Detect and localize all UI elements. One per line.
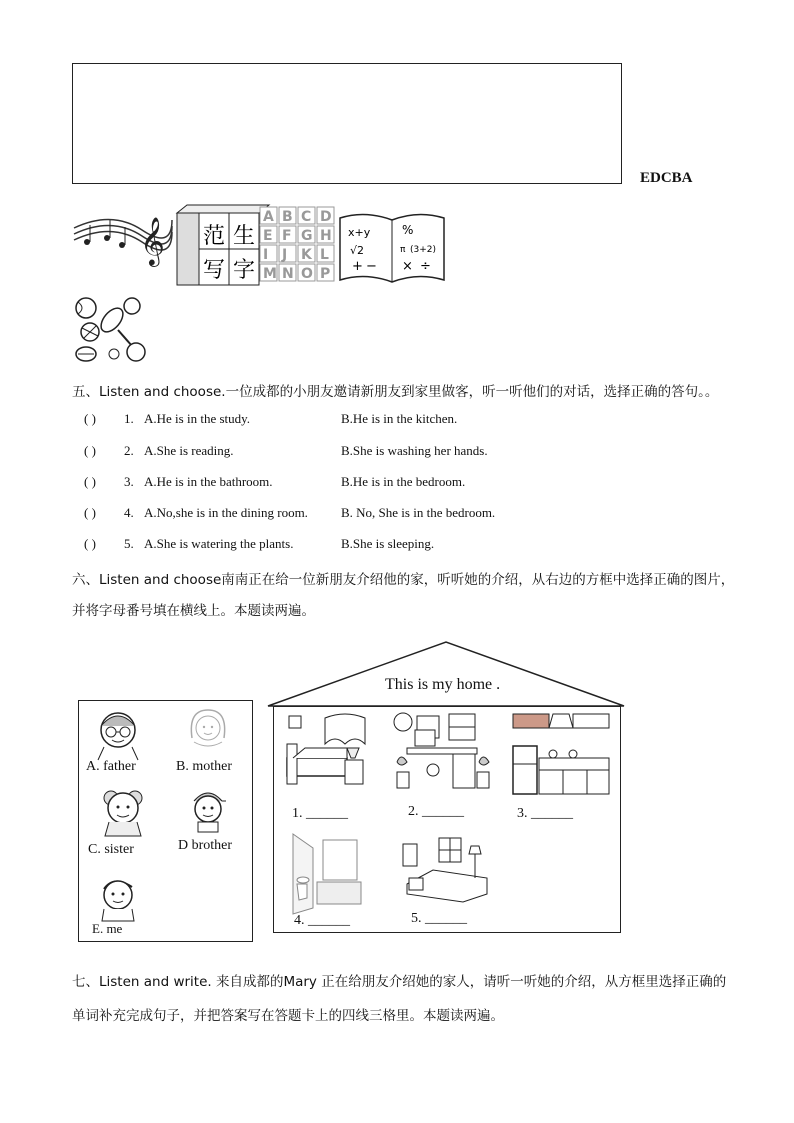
bedroom-icon <box>287 714 365 784</box>
answer-paren[interactable]: ( ) <box>84 411 96 426</box>
section7-heading-line2: 单词补充完成句子，并把答案写在答题卡上的四线三格里。本题读两遍。 <box>72 1008 504 1024</box>
letter-blocks-icon <box>260 207 334 282</box>
letter-block-char: E <box>263 228 273 244</box>
letter-block-char: I <box>263 247 269 263</box>
answer-paren[interactable]: ( ) <box>84 536 96 551</box>
letter-block-char: L <box>320 247 329 263</box>
cube-char-2: 生 <box>233 224 256 249</box>
section5-heading: 五、Listen and choose.一位成都的小朋友邀请新朋友到家里做客，听一听他们的对话，选择正确的答句。。 <box>72 384 719 400</box>
letter-block-char: D <box>320 209 332 225</box>
father-icon <box>98 713 138 760</box>
letter-block-char: O <box>301 266 313 282</box>
svg-text:+: + <box>352 259 363 274</box>
family-portraits <box>78 700 251 940</box>
answer-key: EDCBA <box>640 170 693 186</box>
sticker-row <box>72 200 452 290</box>
svg-text:x+y: x+y <box>348 226 371 239</box>
family-label-mother: B. mother <box>176 759 232 774</box>
answer-box <box>72 63 622 184</box>
cube-char-3: 写 <box>203 258 226 283</box>
svg-text:−: − <box>366 259 377 274</box>
math-book-icon <box>340 214 444 282</box>
section6-heading-line2: 并将字母番号填在横线上。本题读两遍。 <box>72 603 315 619</box>
letter-block-char: A <box>263 209 274 225</box>
option-a: A.He is in the study. <box>144 411 251 426</box>
letter-block-char: F <box>282 228 292 244</box>
answer-paren[interactable]: ( ) <box>84 443 96 458</box>
svg-text:√2: √2 <box>350 244 365 257</box>
study-room-icon <box>394 713 489 788</box>
option-b: B.He is in the bedroom. <box>341 474 466 489</box>
family-label-brother: D brother <box>178 838 233 853</box>
svg-text:𝄞: 𝄞 <box>140 216 165 265</box>
blank-3[interactable]: 3. ______ <box>517 806 573 821</box>
answer-paren[interactable]: ( ) <box>84 505 96 520</box>
option-a: A.He is in the bathroom. <box>144 474 273 489</box>
option-a: A.She is watering the plants. <box>144 536 294 551</box>
option-a: A.No,she is in the dining room. <box>144 505 308 520</box>
question-item: ( ) 1. A.He is in the study. B.He is in the kitchen. <box>84 411 458 426</box>
question-item: ( ) 4. A.No,she is in the dining room. B. No, She is in the bedroom. <box>84 505 496 520</box>
svg-text:(3+2): (3+2) <box>410 245 437 255</box>
cube-char-4: 字 <box>233 258 256 283</box>
question-item: ( ) 3. A.He is in the bathroom. B.He is in the bedroom. <box>84 474 466 489</box>
option-b: B.He is in the kitchen. <box>341 411 458 426</box>
blank-4[interactable]: 4. ______ <box>294 913 350 928</box>
blank-5[interactable]: 5. ______ <box>411 911 467 926</box>
svg-text:×: × <box>402 259 413 274</box>
letter-block-char: P <box>320 266 331 282</box>
calligraphy-cube-icon <box>177 205 269 285</box>
living-room-icon <box>403 838 487 902</box>
svg-text:÷: ÷ <box>420 259 431 274</box>
blank-1[interactable]: 1. ______ <box>292 806 348 821</box>
letter-block-char: C <box>301 209 312 225</box>
letter-block-char: B <box>282 209 293 225</box>
brother-icon <box>194 793 226 832</box>
cube-char-1: 范 <box>203 224 226 249</box>
sports-balls-icon <box>72 294 148 366</box>
letter-block-char: G <box>301 228 313 244</box>
question-item: ( ) 5. A.She is watering the plants. B.She is sleeping. <box>84 536 435 551</box>
sister-icon <box>104 791 142 836</box>
me-icon <box>102 881 134 921</box>
section7-heading-line1: 七、Listen and write. 来自成都的Mary 正在给朋友介绍她的家人，请听一听她的介绍，从方框里选择正确的 <box>72 974 727 990</box>
mother-icon <box>191 710 224 746</box>
family-label-father: A. father <box>86 759 136 774</box>
option-b: B. No, She is in the bedroom. <box>341 505 496 520</box>
letter-block-char: J <box>282 247 288 263</box>
family-label-me: E. me <box>92 921 123 936</box>
family-label-sister: C. sister <box>88 842 134 857</box>
music-notes-icon <box>74 216 172 267</box>
option-a: A.She is reading. <box>144 443 234 458</box>
option-b: B.She is washing her hands. <box>341 443 488 458</box>
section6-heading-line1: 六、Listen and choose南南正在给一位新朋友介绍他的家，听听她的介绍，从右边的方框中选择正确的图片， <box>72 572 735 588</box>
letter-block-char: H <box>320 228 332 244</box>
option-b: B.She is sleeping. <box>341 536 435 551</box>
answer-paren[interactable]: ( ) <box>84 474 96 489</box>
question-item: ( ) 2. A.She is reading. B.She is washing her hands. <box>84 443 488 458</box>
bathroom-icon <box>293 834 361 914</box>
kitchen-icon <box>513 714 609 794</box>
house-title: This is my home . <box>385 676 501 693</box>
svg-text:π: π <box>400 245 406 255</box>
svg-text:%: % <box>402 223 414 237</box>
letter-block-char: K <box>301 247 312 263</box>
house-roof <box>265 640 627 710</box>
blank-2[interactable]: 2. ______ <box>408 804 464 819</box>
letter-block-char: N <box>282 266 294 282</box>
letter-block-char: M <box>263 266 277 282</box>
